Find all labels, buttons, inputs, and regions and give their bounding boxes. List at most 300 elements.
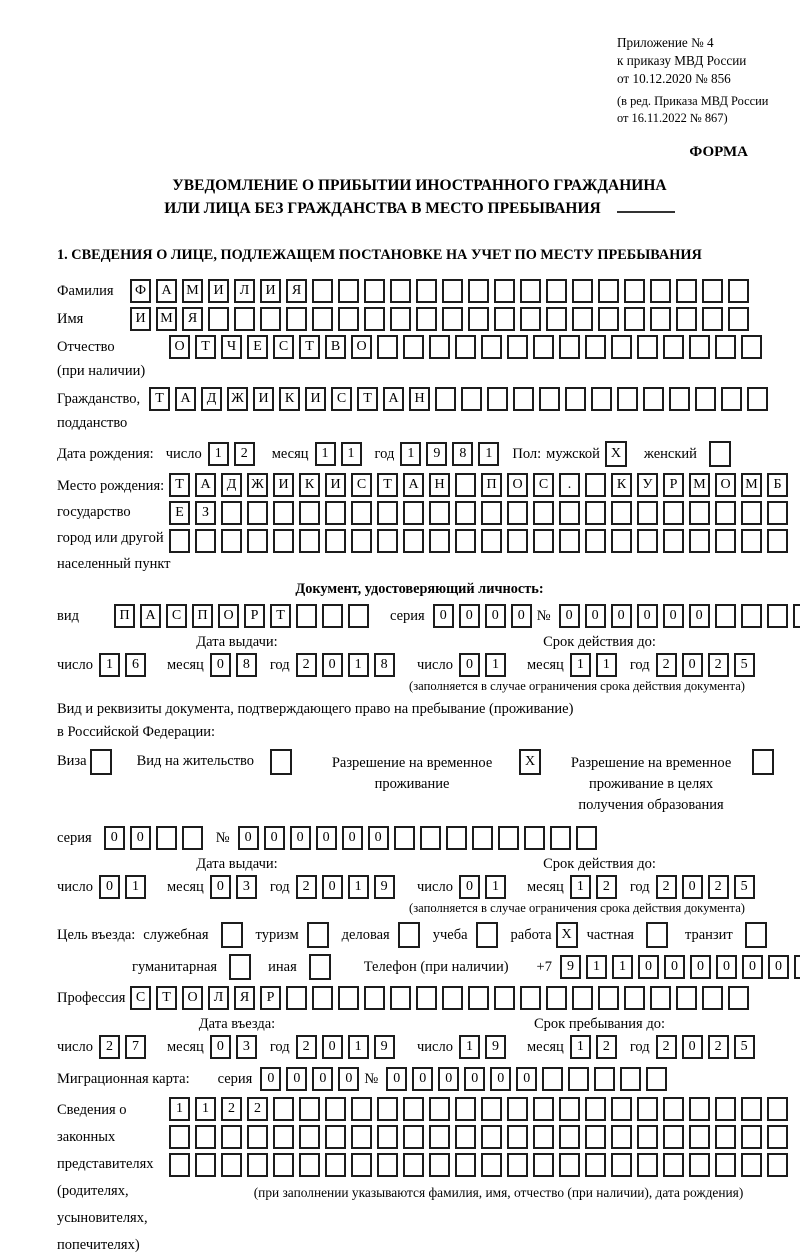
char-cell[interactable] xyxy=(429,529,450,553)
char-cell[interactable]: 0 xyxy=(663,604,684,628)
char-cell[interactable] xyxy=(455,1153,476,1177)
char-cell[interactable] xyxy=(351,1153,372,1177)
char-cell[interactable]: М xyxy=(156,307,177,331)
char-cell[interactable] xyxy=(617,387,638,411)
char-cell[interactable]: 1 xyxy=(348,1035,369,1059)
char-cell[interactable]: 3 xyxy=(236,1035,257,1059)
char-cell[interactable] xyxy=(322,604,343,628)
char-cell[interactable]: 0 xyxy=(290,826,311,850)
char-cell[interactable] xyxy=(559,1097,580,1121)
char-cell[interactable] xyxy=(377,335,398,359)
char-cell[interactable]: 0 xyxy=(682,653,703,677)
char-cell[interactable] xyxy=(585,1153,606,1177)
char-cell[interactable]: 8 xyxy=(236,653,257,677)
char-cell[interactable] xyxy=(351,1125,372,1149)
char-cell[interactable] xyxy=(364,279,385,303)
char-cell[interactable]: 2 xyxy=(708,1035,729,1059)
char-cell[interactable] xyxy=(663,1153,684,1177)
char-cell[interactable]: З xyxy=(195,501,216,525)
char-cell[interactable]: . xyxy=(559,473,580,497)
char-cell[interactable]: П xyxy=(114,604,135,628)
char-cell[interactable]: 0 xyxy=(322,875,343,899)
char-cell[interactable] xyxy=(533,1153,554,1177)
char-cell[interactable] xyxy=(403,501,424,525)
checkbox-cell[interactable] xyxy=(752,749,774,775)
char-cell[interactable] xyxy=(377,529,398,553)
char-cell[interactable]: Ф xyxy=(130,279,151,303)
char-cell[interactable] xyxy=(585,1097,606,1121)
char-cell[interactable] xyxy=(546,279,567,303)
char-cell[interactable] xyxy=(663,529,684,553)
char-cell[interactable] xyxy=(273,501,294,525)
char-cell[interactable] xyxy=(377,1097,398,1121)
char-cell[interactable] xyxy=(611,501,632,525)
char-cell[interactable] xyxy=(247,501,268,525)
char-cell[interactable] xyxy=(598,279,619,303)
char-cell[interactable]: 7 xyxy=(125,1035,146,1059)
char-cell[interactable] xyxy=(546,307,567,331)
char-cell[interactable]: 0 xyxy=(638,955,659,979)
char-cell[interactable] xyxy=(325,1153,346,1177)
char-cell[interactable]: 2 xyxy=(656,653,677,677)
checkbox-cell[interactable] xyxy=(745,922,767,948)
char-cell[interactable]: О xyxy=(715,473,736,497)
char-cell[interactable]: 0 xyxy=(459,653,480,677)
char-cell[interactable] xyxy=(663,1097,684,1121)
char-cell[interactable] xyxy=(247,1153,268,1177)
char-cell[interactable]: 1 xyxy=(612,955,633,979)
char-cell[interactable]: 2 xyxy=(296,653,317,677)
char-cell[interactable]: 0 xyxy=(322,653,343,677)
char-cell[interactable]: А xyxy=(156,279,177,303)
char-cell[interactable] xyxy=(299,501,320,525)
char-cell[interactable] xyxy=(416,279,437,303)
char-cell[interactable]: 0 xyxy=(210,653,231,677)
char-cell[interactable]: 5 xyxy=(734,653,755,677)
char-cell[interactable]: 0 xyxy=(338,1067,359,1091)
char-cell[interactable]: 2 xyxy=(596,1035,617,1059)
char-cell[interactable]: 1 xyxy=(348,653,369,677)
char-cell[interactable]: 9 xyxy=(374,875,395,899)
char-cell[interactable] xyxy=(403,335,424,359)
char-cell[interactable]: 0 xyxy=(210,875,231,899)
char-cell[interactable] xyxy=(715,529,736,553)
char-cell[interactable]: 0 xyxy=(459,875,480,899)
char-cell[interactable] xyxy=(481,1097,502,1121)
char-cell[interactable] xyxy=(728,307,749,331)
char-cell[interactable] xyxy=(377,501,398,525)
char-cell[interactable] xyxy=(520,307,541,331)
char-cell[interactable] xyxy=(420,826,441,850)
char-cell[interactable] xyxy=(234,307,255,331)
char-cell[interactable] xyxy=(533,501,554,525)
char-cell[interactable]: 9 xyxy=(426,442,447,466)
char-cell[interactable] xyxy=(338,307,359,331)
char-cell[interactable] xyxy=(702,307,723,331)
char-cell[interactable] xyxy=(741,1153,762,1177)
char-cell[interactable] xyxy=(338,986,359,1010)
char-cell[interactable] xyxy=(461,387,482,411)
char-cell[interactable] xyxy=(520,986,541,1010)
char-cell[interactable]: Ж xyxy=(227,387,248,411)
char-cell[interactable]: И xyxy=(273,473,294,497)
char-cell[interactable]: 0 xyxy=(316,826,337,850)
checkbox-cell[interactable] xyxy=(646,922,668,948)
char-cell[interactable] xyxy=(507,1153,528,1177)
char-cell[interactable] xyxy=(498,826,519,850)
char-cell[interactable] xyxy=(568,1067,589,1091)
char-cell[interactable]: 2 xyxy=(596,875,617,899)
char-cell[interactable]: 0 xyxy=(464,1067,485,1091)
char-cell[interactable] xyxy=(494,986,515,1010)
char-cell[interactable]: С xyxy=(351,473,372,497)
char-cell[interactable] xyxy=(793,604,800,628)
char-cell[interactable] xyxy=(507,501,528,525)
char-cell[interactable] xyxy=(403,1125,424,1149)
char-cell[interactable]: 1 xyxy=(570,875,591,899)
char-cell[interactable] xyxy=(585,529,606,553)
char-cell[interactable]: 1 xyxy=(341,442,362,466)
char-cell[interactable] xyxy=(594,1067,615,1091)
checkbox-cell[interactable]: X xyxy=(556,922,578,948)
char-cell[interactable] xyxy=(728,279,749,303)
char-cell[interactable] xyxy=(481,335,502,359)
char-cell[interactable] xyxy=(221,1153,242,1177)
char-cell[interactable]: А xyxy=(140,604,161,628)
char-cell[interactable]: 0 xyxy=(322,1035,343,1059)
char-cell[interactable] xyxy=(689,1097,710,1121)
char-cell[interactable]: И xyxy=(253,387,274,411)
char-cell[interactable]: О xyxy=(351,335,372,359)
char-cell[interactable] xyxy=(576,826,597,850)
char-cell[interactable] xyxy=(507,1125,528,1149)
char-cell[interactable] xyxy=(741,604,762,628)
char-cell[interactable]: 0 xyxy=(104,826,125,850)
char-cell[interactable] xyxy=(650,307,671,331)
char-cell[interactable]: 0 xyxy=(238,826,259,850)
char-cell[interactable]: П xyxy=(481,473,502,497)
char-cell[interactable]: 0 xyxy=(682,875,703,899)
char-cell[interactable] xyxy=(741,501,762,525)
char-cell[interactable] xyxy=(481,501,502,525)
char-cell[interactable] xyxy=(169,1125,190,1149)
char-cell[interactable] xyxy=(507,1097,528,1121)
checkbox-cell[interactable] xyxy=(229,954,251,980)
char-cell[interactable]: Т xyxy=(357,387,378,411)
char-cell[interactable]: К xyxy=(611,473,632,497)
char-cell[interactable] xyxy=(468,279,489,303)
char-cell[interactable]: М xyxy=(689,473,710,497)
char-cell[interactable] xyxy=(650,986,671,1010)
char-cell[interactable]: 2 xyxy=(656,1035,677,1059)
char-cell[interactable] xyxy=(794,955,800,979)
char-cell[interactable] xyxy=(338,279,359,303)
char-cell[interactable] xyxy=(721,387,742,411)
char-cell[interactable] xyxy=(620,1067,641,1091)
char-cell[interactable]: 0 xyxy=(412,1067,433,1091)
char-cell[interactable] xyxy=(481,1125,502,1149)
char-cell[interactable]: 0 xyxy=(433,604,454,628)
char-cell[interactable] xyxy=(390,986,411,1010)
char-cell[interactable]: 1 xyxy=(485,875,506,899)
char-cell[interactable] xyxy=(695,387,716,411)
char-cell[interactable]: 0 xyxy=(286,1067,307,1091)
char-cell[interactable]: 1 xyxy=(485,653,506,677)
char-cell[interactable]: О xyxy=(182,986,203,1010)
char-cell[interactable] xyxy=(247,1125,268,1149)
char-cell[interactable] xyxy=(377,1125,398,1149)
char-cell[interactable] xyxy=(520,279,541,303)
char-cell[interactable] xyxy=(533,1097,554,1121)
char-cell[interactable] xyxy=(273,1097,294,1121)
char-cell[interactable] xyxy=(442,279,463,303)
char-cell[interactable]: 0 xyxy=(682,1035,703,1059)
char-cell[interactable]: 2 xyxy=(221,1097,242,1121)
char-cell[interactable] xyxy=(572,307,593,331)
char-cell[interactable] xyxy=(390,307,411,331)
char-cell[interactable] xyxy=(702,279,723,303)
char-cell[interactable] xyxy=(169,529,190,553)
char-cell[interactable] xyxy=(715,501,736,525)
char-cell[interactable] xyxy=(442,986,463,1010)
char-cell[interactable]: Я xyxy=(234,986,255,1010)
char-cell[interactable] xyxy=(348,604,369,628)
char-cell[interactable]: 1 xyxy=(570,1035,591,1059)
char-cell[interactable]: 1 xyxy=(169,1097,190,1121)
char-cell[interactable]: Я xyxy=(182,307,203,331)
char-cell[interactable]: И xyxy=(260,279,281,303)
char-cell[interactable] xyxy=(312,986,333,1010)
char-cell[interactable]: Н xyxy=(409,387,430,411)
char-cell[interactable] xyxy=(559,1153,580,1177)
char-cell[interactable] xyxy=(169,1153,190,1177)
char-cell[interactable]: 0 xyxy=(611,604,632,628)
char-cell[interactable] xyxy=(195,1153,216,1177)
char-cell[interactable] xyxy=(559,1125,580,1149)
char-cell[interactable] xyxy=(715,1125,736,1149)
char-cell[interactable] xyxy=(312,279,333,303)
char-cell[interactable] xyxy=(637,529,658,553)
checkbox-cell[interactable] xyxy=(270,749,292,775)
char-cell[interactable] xyxy=(325,529,346,553)
char-cell[interactable] xyxy=(507,529,528,553)
char-cell[interactable] xyxy=(669,387,690,411)
char-cell[interactable] xyxy=(565,387,586,411)
char-cell[interactable] xyxy=(221,529,242,553)
char-cell[interactable] xyxy=(728,986,749,1010)
char-cell[interactable]: Е xyxy=(169,501,190,525)
char-cell[interactable] xyxy=(260,307,281,331)
checkbox-cell[interactable] xyxy=(221,922,243,948)
char-cell[interactable] xyxy=(403,1153,424,1177)
char-cell[interactable] xyxy=(325,1125,346,1149)
char-cell[interactable] xyxy=(394,826,415,850)
char-cell[interactable]: 1 xyxy=(125,875,146,899)
char-cell[interactable] xyxy=(611,1153,632,1177)
char-cell[interactable]: 0 xyxy=(130,826,151,850)
char-cell[interactable] xyxy=(715,1097,736,1121)
char-cell[interactable]: Р xyxy=(663,473,684,497)
char-cell[interactable] xyxy=(611,335,632,359)
char-cell[interactable]: А xyxy=(175,387,196,411)
char-cell[interactable] xyxy=(487,387,508,411)
char-cell[interactable]: В xyxy=(325,335,346,359)
char-cell[interactable]: К xyxy=(279,387,300,411)
char-cell[interactable] xyxy=(572,986,593,1010)
char-cell[interactable]: 9 xyxy=(374,1035,395,1059)
char-cell[interactable]: У xyxy=(637,473,658,497)
char-cell[interactable]: 9 xyxy=(560,955,581,979)
char-cell[interactable] xyxy=(416,307,437,331)
char-cell[interactable]: Н xyxy=(429,473,450,497)
checkbox-cell[interactable] xyxy=(309,954,331,980)
char-cell[interactable] xyxy=(429,1097,450,1121)
char-cell[interactable]: А xyxy=(383,387,404,411)
char-cell[interactable] xyxy=(559,335,580,359)
char-cell[interactable] xyxy=(286,307,307,331)
char-cell[interactable]: Т xyxy=(156,986,177,1010)
char-cell[interactable] xyxy=(767,501,788,525)
char-cell[interactable]: А xyxy=(195,473,216,497)
char-cell[interactable]: О xyxy=(507,473,528,497)
char-cell[interactable] xyxy=(273,1153,294,1177)
char-cell[interactable] xyxy=(643,387,664,411)
char-cell[interactable]: 2 xyxy=(99,1035,120,1059)
char-cell[interactable] xyxy=(676,307,697,331)
char-cell[interactable]: 2 xyxy=(296,1035,317,1059)
char-cell[interactable] xyxy=(299,1153,320,1177)
char-cell[interactable]: 9 xyxy=(485,1035,506,1059)
char-cell[interactable]: 2 xyxy=(247,1097,268,1121)
char-cell[interactable] xyxy=(650,279,671,303)
char-cell[interactable] xyxy=(689,1153,710,1177)
checkbox-cell[interactable] xyxy=(307,922,329,948)
char-cell[interactable] xyxy=(585,335,606,359)
char-cell[interactable] xyxy=(221,501,242,525)
char-cell[interactable]: 1 xyxy=(570,653,591,677)
char-cell[interactable]: 1 xyxy=(195,1097,216,1121)
char-cell[interactable]: 0 xyxy=(490,1067,511,1091)
char-cell[interactable]: 0 xyxy=(459,604,480,628)
char-cell[interactable]: 1 xyxy=(400,442,421,466)
char-cell[interactable] xyxy=(351,529,372,553)
char-cell[interactable] xyxy=(689,529,710,553)
char-cell[interactable] xyxy=(494,279,515,303)
char-cell[interactable]: И xyxy=(208,279,229,303)
char-cell[interactable] xyxy=(403,529,424,553)
char-cell[interactable] xyxy=(472,826,493,850)
char-cell[interactable] xyxy=(273,1125,294,1149)
char-cell[interactable] xyxy=(747,387,768,411)
char-cell[interactable] xyxy=(351,1097,372,1121)
char-cell[interactable]: 1 xyxy=(586,955,607,979)
char-cell[interactable] xyxy=(637,1153,658,1177)
char-cell[interactable] xyxy=(429,501,450,525)
char-cell[interactable] xyxy=(416,986,437,1010)
char-cell[interactable] xyxy=(598,307,619,331)
char-cell[interactable] xyxy=(364,986,385,1010)
char-cell[interactable] xyxy=(715,1153,736,1177)
char-cell[interactable] xyxy=(182,826,203,850)
char-cell[interactable]: 0 xyxy=(637,604,658,628)
char-cell[interactable] xyxy=(533,529,554,553)
char-cell[interactable]: 2 xyxy=(234,442,255,466)
char-cell[interactable]: П xyxy=(192,604,213,628)
char-cell[interactable]: М xyxy=(182,279,203,303)
char-cell[interactable] xyxy=(364,307,385,331)
char-cell[interactable]: Я xyxy=(286,279,307,303)
char-cell[interactable] xyxy=(429,335,450,359)
char-cell[interactable]: 8 xyxy=(452,442,473,466)
char-cell[interactable] xyxy=(429,1153,450,1177)
char-cell[interactable] xyxy=(390,279,411,303)
char-cell[interactable]: И xyxy=(325,473,346,497)
char-cell[interactable]: О xyxy=(169,335,190,359)
char-cell[interactable]: 0 xyxy=(368,826,389,850)
char-cell[interactable]: 0 xyxy=(260,1067,281,1091)
char-cell[interactable] xyxy=(299,1125,320,1149)
char-cell[interactable] xyxy=(299,1097,320,1121)
char-cell[interactable]: С xyxy=(130,986,151,1010)
char-cell[interactable] xyxy=(585,473,606,497)
char-cell[interactable] xyxy=(442,307,463,331)
char-cell[interactable] xyxy=(741,335,762,359)
char-cell[interactable] xyxy=(663,335,684,359)
char-cell[interactable]: Т xyxy=(169,473,190,497)
char-cell[interactable]: 8 xyxy=(374,653,395,677)
char-cell[interactable]: С xyxy=(331,387,352,411)
char-cell[interactable] xyxy=(533,1125,554,1149)
char-cell[interactable] xyxy=(663,501,684,525)
char-cell[interactable]: 0 xyxy=(511,604,532,628)
char-cell[interactable]: И xyxy=(130,307,151,331)
char-cell[interactable]: 0 xyxy=(264,826,285,850)
char-cell[interactable] xyxy=(550,826,571,850)
char-cell[interactable]: Т xyxy=(299,335,320,359)
char-cell[interactable] xyxy=(559,529,580,553)
char-cell[interactable] xyxy=(286,986,307,1010)
char-cell[interactable] xyxy=(312,307,333,331)
char-cell[interactable]: 1 xyxy=(208,442,229,466)
char-cell[interactable] xyxy=(637,1125,658,1149)
char-cell[interactable]: Т xyxy=(149,387,170,411)
char-cell[interactable] xyxy=(702,986,723,1010)
char-cell[interactable]: 0 xyxy=(689,604,710,628)
char-cell[interactable]: 3 xyxy=(236,875,257,899)
char-cell[interactable]: 5 xyxy=(734,1035,755,1059)
char-cell[interactable] xyxy=(325,1097,346,1121)
char-cell[interactable] xyxy=(585,501,606,525)
char-cell[interactable] xyxy=(624,307,645,331)
char-cell[interactable]: 0 xyxy=(438,1067,459,1091)
char-cell[interactable] xyxy=(156,826,177,850)
char-cell[interactable] xyxy=(559,501,580,525)
char-cell[interactable]: К xyxy=(299,473,320,497)
char-cell[interactable]: 0 xyxy=(99,875,120,899)
char-cell[interactable] xyxy=(741,1097,762,1121)
char-cell[interactable] xyxy=(435,387,456,411)
char-cell[interactable] xyxy=(455,335,476,359)
char-cell[interactable] xyxy=(767,1125,788,1149)
char-cell[interactable]: 1 xyxy=(478,442,499,466)
char-cell[interactable]: 0 xyxy=(559,604,580,628)
char-cell[interactable]: 0 xyxy=(312,1067,333,1091)
char-cell[interactable]: 0 xyxy=(742,955,763,979)
char-cell[interactable] xyxy=(455,501,476,525)
char-cell[interactable] xyxy=(637,335,658,359)
char-cell[interactable] xyxy=(455,1125,476,1149)
char-cell[interactable] xyxy=(715,335,736,359)
